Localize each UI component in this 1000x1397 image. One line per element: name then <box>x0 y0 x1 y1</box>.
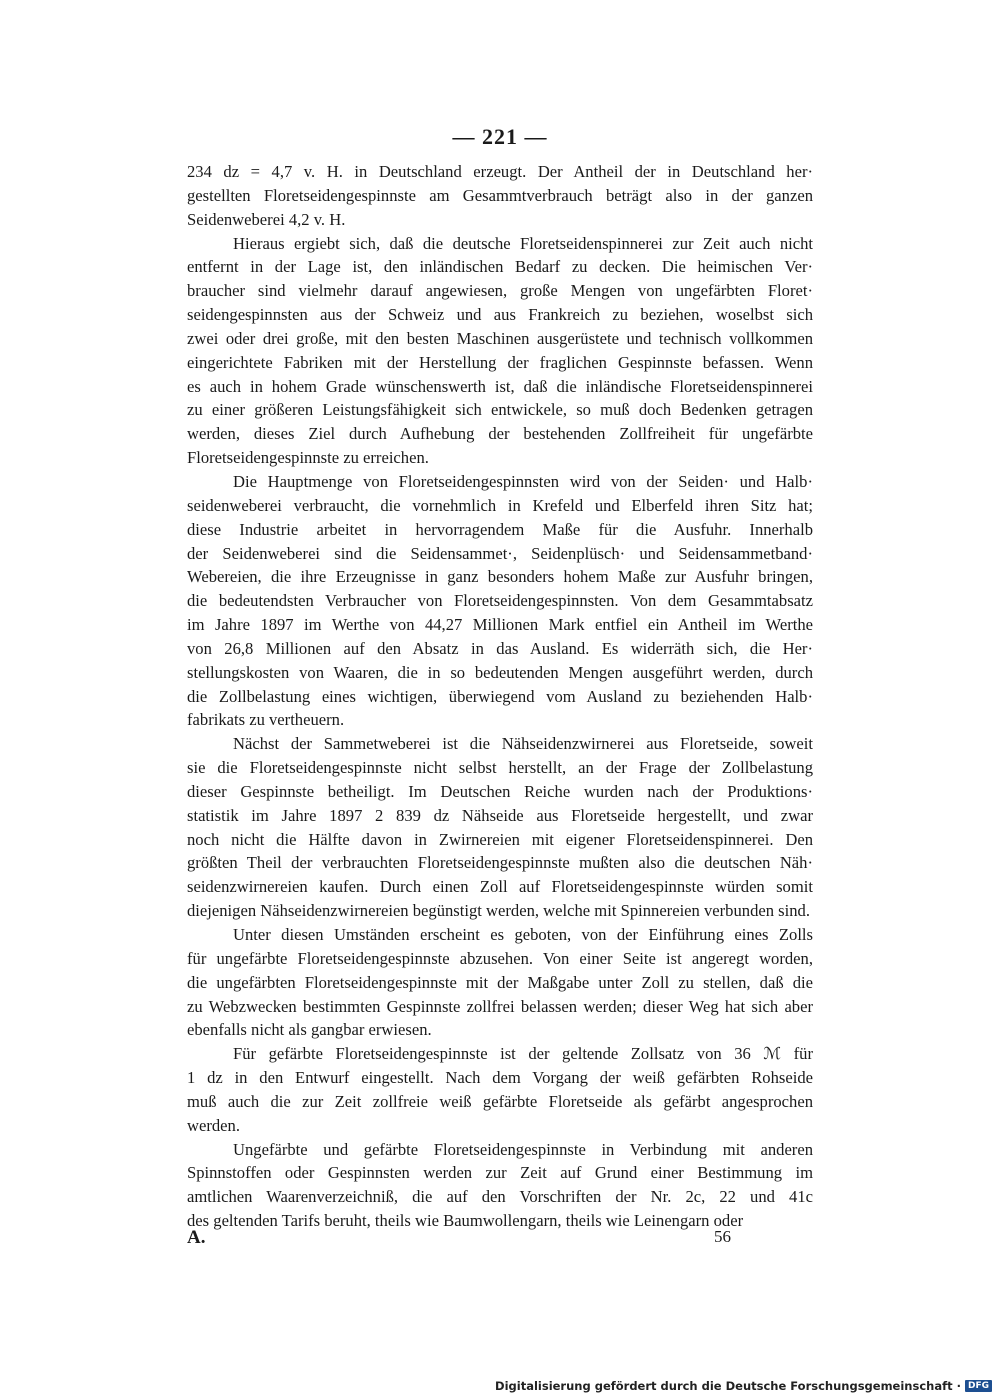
text-line: Für gefärbte Floretseidengespinnste ist der geltende Zollsatz von 36 ℳ für <box>233 1044 813 1064</box>
text-line: zwei oder drei große, mit den besten Maschinen ausgerüstete und technisch vollkommen <box>187 328 813 348</box>
text-line: im Jahre 1897 im Werthe von 44,27 Millionen Mark entfiel ein Antheil im Werthe <box>187 615 813 635</box>
banner-text: Digitalisierung gefördert durch die Deutsche Forschungsgemeinschaft · <box>495 1379 961 1393</box>
text-line: zu Webzwecken bestimmten Gespinnste zollfrei belassen werden; dieser Weg hat sich aber <box>187 996 813 1016</box>
text-line: werden. <box>187 1115 240 1135</box>
paragraph <box>187 470 813 732</box>
paragraph <box>187 732 813 923</box>
text-line: noch nicht die Hälfte davon in Zwirnereien mit eigener Floretseidenspinnerei. Den <box>187 829 813 849</box>
text-line: Hieraus ergiebt sich, daß die deutsche Floretseidenspinnerei zur Zeit auch nicht <box>233 233 813 253</box>
text-line: entfernt in der Lage ist, den inländischen Bedarf zu decken. Die heimischen Ver· <box>187 257 813 277</box>
text-line: Ungefärbte und gefärbte Floretseidengespinnste in Verbindung mit anderen <box>233 1139 813 1159</box>
text-line: diejenigen Nähseidenzwirnereien begünstigt werden, welche mit Spinnereien verbunden sind. <box>187 901 810 921</box>
text-line: 1 dz in den Entwurf eingestellt. Nach dem Vorgang der weiß gefärbten Rohseide <box>187 1068 813 1088</box>
text-line: die bedeutendsten Verbraucher von Floretseidengespinnsten. Von dem Gesammtabsatz <box>187 591 813 611</box>
text-line: eingerichtete Fabriken mit der Herstellung der fraglichen Gespinnste befassen. Wenn <box>187 352 813 372</box>
text-line: seidengespinnsten aus der Schweiz und aus Frankreich zu beziehen, woselbst sich <box>187 305 813 325</box>
page-number: — 221 — <box>452 124 548 149</box>
text-line: Spinnstoffen oder Gespinnsten werden zur Zeit auf Grund einer Bestimmung im <box>187 1163 813 1183</box>
text-line: 234 dz = 4,7 v. H. in Deutschland erzeugt. Der Antheil der in Deutschland her· <box>187 162 813 181</box>
text-line: seidenweberei verbraucht, die vornehmlich in Krefeld und Elberfeld ihren Sitz hat; <box>187 495 813 515</box>
text-line: des geltenden Tarifs beruht, theils wie Baumwollengarn, theils wie Leinengarn oder <box>187 1211 744 1231</box>
text-line: muß auch die zur Zeit zollfreie weiß gefärbte Floretseide als gefärbt angesprochen <box>187 1091 813 1111</box>
paragraph <box>187 1042 813 1137</box>
text-line: die Zollbelastung eines wichtigen, überwiegend vom Ausland zu beziehenden Halb· <box>187 686 813 706</box>
text-line: es auch in hohem Grade wünschenswerth ist, daß die inländische Floretseidenspinnerei <box>187 376 813 396</box>
text-line: für ungefärbte Floretseidengespinnste abzusehen. Von einer Seite ist angeregt worden, <box>187 948 813 968</box>
text-line: stellungskosten von Waaren, die in so bedeutenden Mengen ausgeführt werden, durch <box>187 662 813 682</box>
text-line: Unter diesen Umständen erscheint es geboten, von der Einführung eines Zolls <box>233 925 813 944</box>
text-line: fabrikats zu vertheuern. <box>187 710 345 730</box>
text-line: dieser Gespinnste betheiligt. Im Deutschen Reiche wurden nach der Produktions· <box>187 781 813 801</box>
text-line: Seidenweberei 4,2 v. H. <box>187 209 346 229</box>
text-line: zu einer größeren Leistungsfähigkeit sich entwickele, so muß doch Bedenken getragen <box>187 400 813 420</box>
text-line: sie die Floretseidengespinnste nicht selbst herstellt, an der Frage der Zollbelastung <box>187 758 813 778</box>
text-line: ebenfalls nicht als gangbar erwiesen. <box>187 1020 432 1040</box>
paragraph <box>187 1138 813 1233</box>
text-line: amtlichen Waarenverzeichniß, die auf den Vorschriften der Nr. 2c, 22 und 41c <box>187 1187 813 1207</box>
text-line: von 26,8 Millionen auf den Absatz in das Ausland. Es widerräth sich, die Her· <box>187 638 813 658</box>
text-line: braucher sind vielmehr darauf angewiesen, große Mengen von ungefärbten Floret· <box>187 281 813 301</box>
text-line: werden, dieses Ziel durch Aufhebung der bestehenden Zollfreiheit für ungefärbte <box>187 424 813 444</box>
text-line: Floretseidengespinnste zu erreichen. <box>187 448 429 468</box>
text-line: Webereien, die ihre Erzeugnisse in ganz besonders hohem Maße zur Ausfuhr bringen, <box>187 567 813 587</box>
text-line: Die Hauptmenge von Floretseidengespinnsten wird von der Seiden· und Halb· <box>233 471 813 491</box>
text-line: größten Theil der verbrauchten Floretseidengespinnste mußten also die deutschen Näh· <box>187 853 813 873</box>
paragraph <box>187 160 813 232</box>
body-text <box>187 160 813 1233</box>
paragraph <box>187 232 813 470</box>
text-line: gestellten Floretseidengespinnste am Gesammtverbrauch beträgt also in der ganzen <box>187 185 813 205</box>
text-line: die ungefärbten Floretseidengespinnste mit der Maßgabe unter Zoll zu stellen, daß die <box>187 972 813 992</box>
text-line: diese Industrie arbeitet in hervorragendem Maße für die Ausfuhr. Innerhalb <box>187 519 813 539</box>
text-line: seidenzwirnereien kaufen. Durch einen Zoll auf Floretseidengespinnste würden somit <box>187 877 813 897</box>
paragraph <box>187 923 813 1042</box>
digitization-banner <box>495 1379 992 1393</box>
sheet-signature: A. <box>187 1227 206 1248</box>
sheet-number: 56 <box>714 1227 731 1246</box>
text-line: statistik im Jahre 1897 2 839 dz Nähseide aus Floretseide hergestellt, und zwar <box>187 805 813 825</box>
text-line: Nächst der Sammetweberei ist die Nähseidenzwirnerei aus Floretseide, soweit <box>233 734 813 754</box>
dfg-logo-icon: DFG <box>965 1380 992 1392</box>
text-line: der Seidenweberei sind die Seidensammet·, Seidenplüsch· und Seidensammetband· <box>187 543 813 563</box>
